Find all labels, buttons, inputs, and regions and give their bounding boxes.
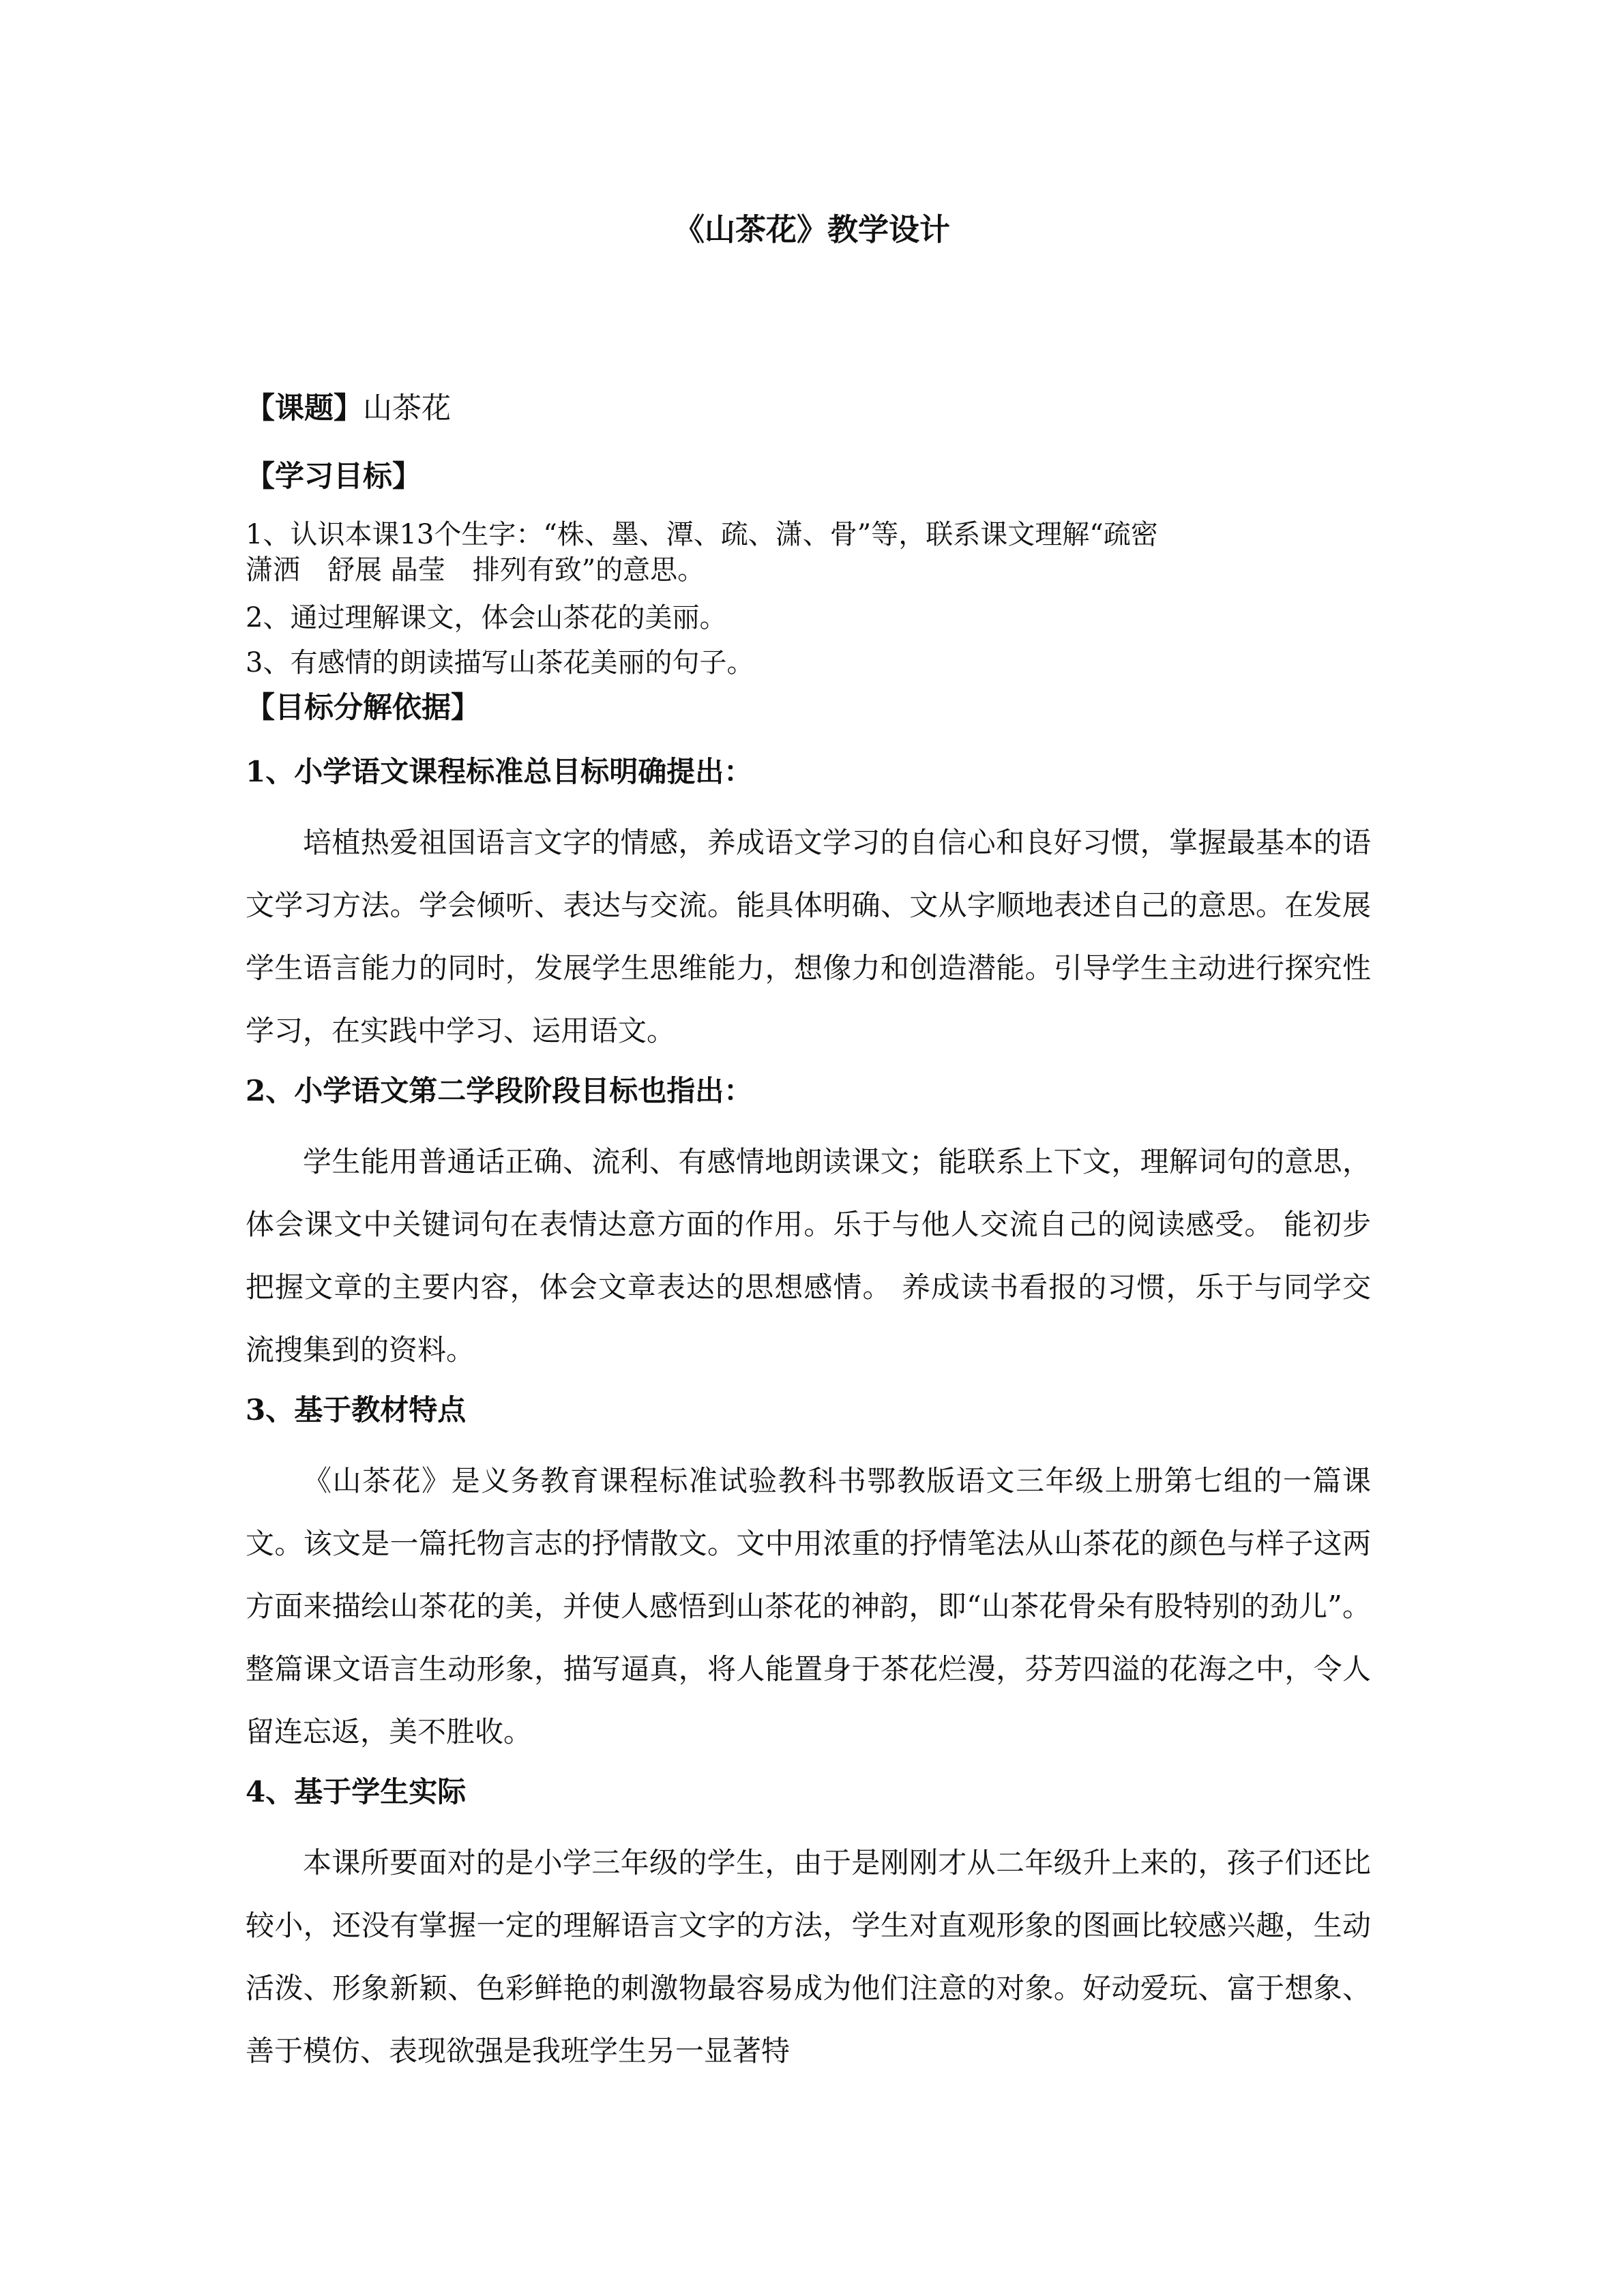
objectives-heading: 【学习目标】: [246, 460, 422, 494]
section-title-1: 1、小学语文课程标准总目标明确提出：: [246, 755, 753, 788]
topic-line: [246, 386, 1371, 431]
page-title: 《山茶花》教学设计: [673, 211, 950, 248]
basis-heading: 【目标分解依据】: [246, 691, 480, 725]
section-title-3: 3、基于教材特点: [246, 1393, 467, 1427]
topic-value: 山茶花: [363, 391, 451, 426]
objective-item: 潇洒 舒展 晶莹 排列有致”的意思。: [246, 554, 705, 586]
section-body-2: 学生能用普通话正确、流利、有感情地朗读课文；能联系上下文，理解词句的意思，体会课文中关键词句在表情达意方面的作用。乐于与他人交流自己的阅读感受。 能初步把握文章的主要内容，体会文章表达的思想感情。 养成读书看报的习惯，乐于与同学交流搜集到的资料。: [246, 1145, 1371, 1367]
topic-label: 【课题】: [246, 391, 363, 426]
objective-item: 3、有感情的朗读描写山茶花美丽的句子。: [246, 647, 754, 679]
section-body-1: 培植热爱祖国语言文字的情感，养成语文学习的自信心和良好习惯，掌握最基本的语文学习方法。学会倾听、表达与交流。能具体明确、文从字顺地表述自己的意思。在发展学生语言能力的同时，发展学生思维能力，想像力和创造潜能。引导学生主动进行探究性学习，在实践中学习、运用语文。: [246, 826, 1371, 1047]
section-title-4: 4、基于学生实际: [246, 1775, 467, 1808]
section-body-3: 《山茶花》是义务教育课程标准试验教科书鄂教版语文三年级上册第七组的一篇课文。该文是一篇托物言志的抒情散文。文中用浓重的抒情笔法从山茶花的颜色与样子这两方面来描绘山茶花的美，并使人感悟到山茶花的神韵，即“山茶花骨朵有股特别的劲儿”。整篇课文语言生动形象，描写逼真，将人能置身于茶花烂漫，芬芳四溢的花海之中，令人留连忘返，美不胜收。: [246, 1464, 1371, 1748]
section-title-2: 2、小学语文第二学段阶段目标也指出：: [246, 1074, 753, 1107]
section-body-4: 本课所要面对的是小学三年级的学生，由于是刚刚才从二年级升上来的，孩子们还比较小，还没有掌握一定的理解语言文字的方法，学生对直观形象的图画比较感兴趣，生动活泼、形象新颖、色彩鲜艳的刺激物最容易成为他们注意的对象。好动爱玩、富于想象、善于模仿、表现欲强是我班学生另一显著特: [246, 1846, 1371, 2068]
objective-item: 1、认识本课13个生字：“株、墨、潭、疏、潇、骨”等，联系课文理解“疏密: [246, 519, 1158, 550]
objective-item: 2、通过理解课文，体会山茶花的美丽。: [246, 602, 727, 633]
